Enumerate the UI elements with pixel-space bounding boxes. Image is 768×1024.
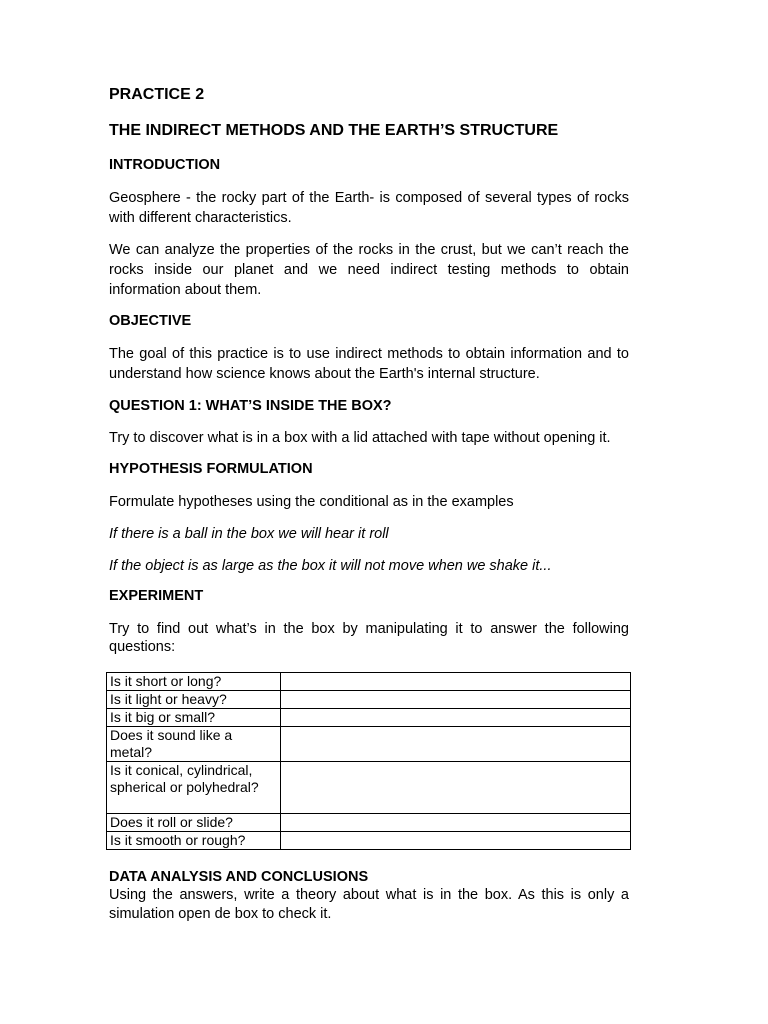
table-row xyxy=(107,832,631,850)
table-row xyxy=(107,762,631,814)
questions-table xyxy=(106,672,631,850)
table-row xyxy=(107,814,631,832)
answer-cell[interactable] xyxy=(281,727,631,762)
analysis-heading: DATA ANALYSIS AND CONCLUSIONS xyxy=(109,869,369,885)
table-row xyxy=(107,709,631,727)
answer-cell[interactable] xyxy=(281,814,631,832)
table-row xyxy=(107,691,631,709)
practice-label: PRACTICE 2 xyxy=(109,86,205,103)
introduction-paragraph-1: Geosphere - the rocky part of the Earth- is composed of several types of rocks with different characteristics. xyxy=(109,190,629,226)
question-cell: Does it roll or slide? xyxy=(107,814,281,832)
answer-cell[interactable] xyxy=(281,762,631,814)
introduction-heading: INTRODUCTION xyxy=(109,157,221,173)
question-cell: Is it short or long? xyxy=(107,673,281,691)
hypothesis-heading: HYPOTHESIS FORMULATION xyxy=(109,461,313,477)
question-cell: Is it big or small? xyxy=(107,709,281,727)
hypothesis-example-2: If the object is as large as the box it will not move when we shake it... xyxy=(109,558,552,574)
hypothesis-text: Formulate hypotheses using the conditional as in the examples xyxy=(109,494,514,510)
experiment-heading: EXPERIMENT xyxy=(109,588,204,604)
objective-heading: OBJECTIVE xyxy=(109,313,192,329)
question-cell: Does it sound like a metal? xyxy=(107,727,281,762)
table-row xyxy=(107,673,631,691)
introduction-paragraph-2: We can analyze the properties of the rocks in the crust, but we can’t reach the rocks inside our planet and we need indirect testing methods to obtain information about them. xyxy=(109,242,629,298)
question-cell: Is it smooth or rough? xyxy=(107,832,281,850)
document-title: THE INDIRECT METHODS AND THE EARTH’S STRUCTURE xyxy=(109,122,559,139)
question-cell: Is it light or heavy? xyxy=(107,691,281,709)
table-row xyxy=(107,727,631,762)
analysis-text: Using the answers, write a theory about what is in the box. As this is only a simulation open de box to check it. xyxy=(109,887,629,922)
answer-cell[interactable] xyxy=(281,832,631,850)
question1-heading: QUESTION 1: WHAT’S INSIDE THE BOX? xyxy=(109,398,392,414)
objective-text: The goal of this practice is to use indirect methods to obtain information and to understand how science knows about the Earth's internal structure. xyxy=(109,346,629,382)
experiment-text: Try to find out what’s in the box by manipulating it to answer the following questions: xyxy=(109,621,629,655)
question-cell: Is it conical, cylindrical, spherical or polyhedral? xyxy=(107,762,281,814)
hypothesis-example-1: If there is a ball in the box we will hear it roll xyxy=(109,526,389,542)
answer-cell[interactable] xyxy=(281,709,631,727)
answer-cell[interactable] xyxy=(281,673,631,691)
question1-text: Try to discover what is in a box with a lid attached with tape without opening it. xyxy=(109,430,611,446)
answer-cell[interactable] xyxy=(281,691,631,709)
